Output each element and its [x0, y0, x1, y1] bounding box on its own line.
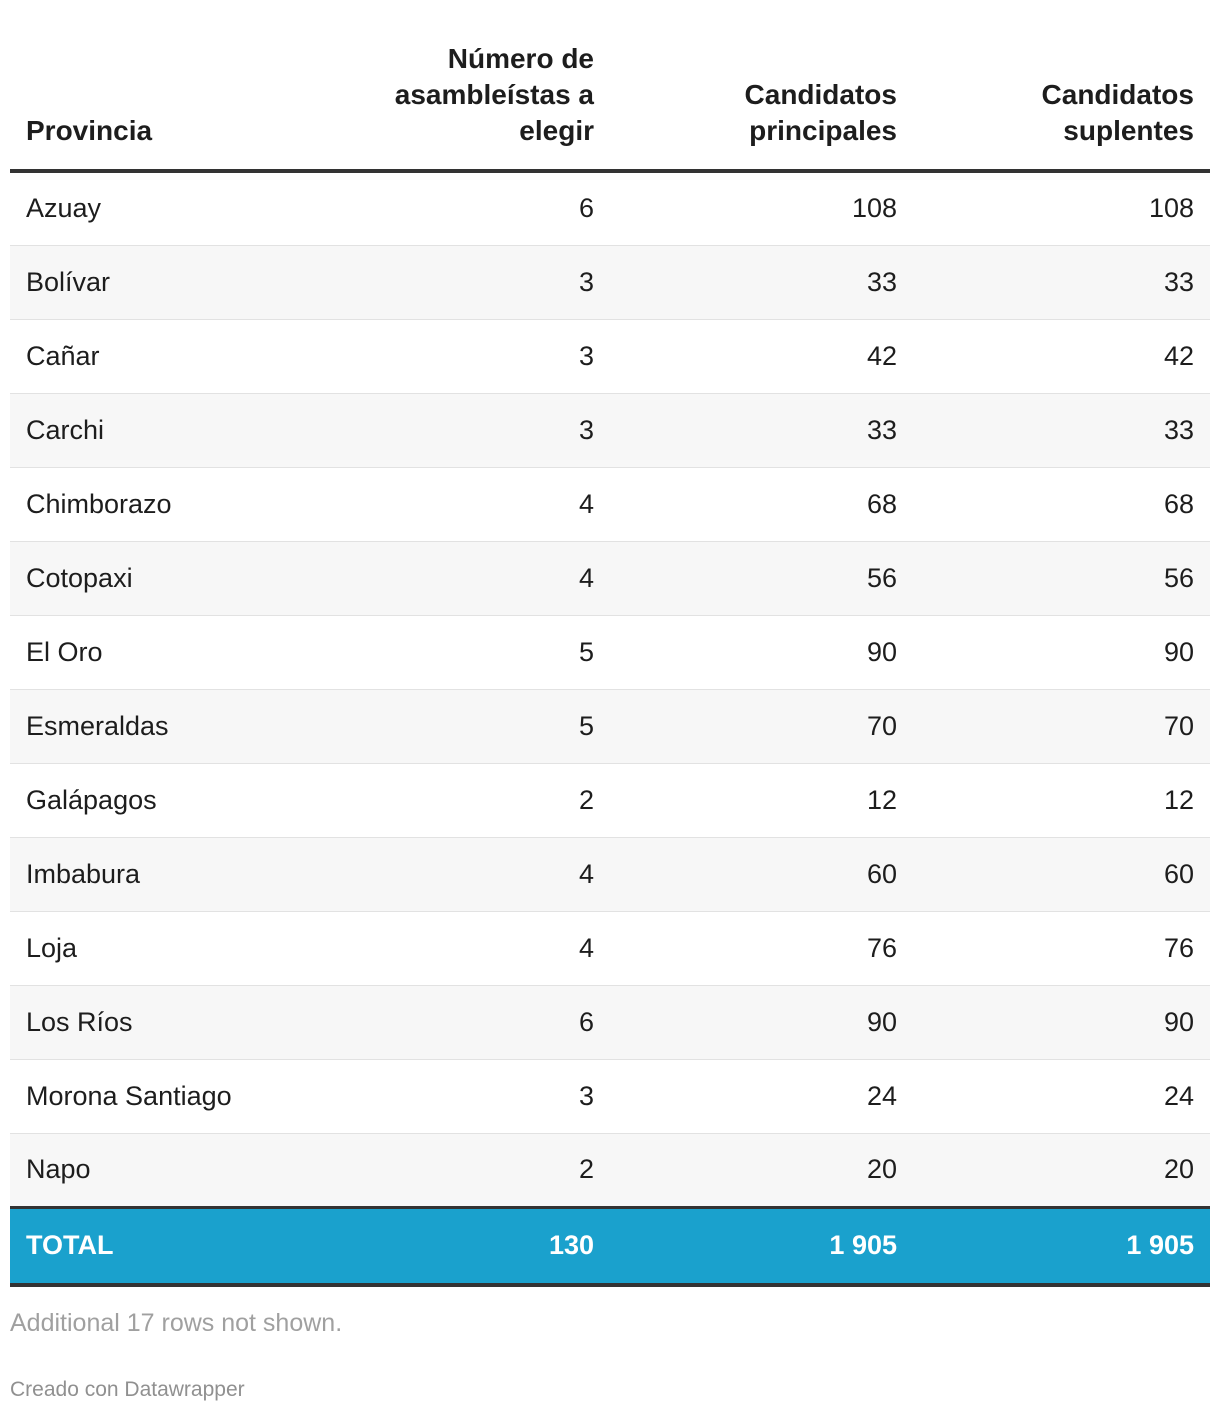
cell-principales: 68 [610, 467, 913, 541]
cell-principales: 33 [610, 245, 913, 319]
table-row [10, 985, 1210, 1059]
cell-suplentes: 24 [913, 1059, 1210, 1133]
cell-principales: 42 [610, 319, 913, 393]
cell-provincia: Carchi [10, 393, 310, 467]
cell-asambleistas: 2 [310, 763, 610, 837]
cell-asambleistas: 5 [310, 615, 610, 689]
cell-principales: 90 [610, 615, 913, 689]
cell-asambleistas: 5 [310, 689, 610, 763]
cell-provincia: Napo [10, 1133, 310, 1207]
provinces-table [10, 0, 1210, 1287]
cell-provincia: Cotopaxi [10, 541, 310, 615]
cell-suplentes: 56 [913, 541, 1210, 615]
cell-provincia: Esmeraldas [10, 689, 310, 763]
cell-suplentes: 70 [913, 689, 1210, 763]
cell-principales: 56 [610, 541, 913, 615]
cell-principales: 24 [610, 1059, 913, 1133]
cell-provincia: Cañar [10, 319, 310, 393]
rows-not-shown-note: Additional 17 rows not shown. [10, 1309, 343, 1337]
table-row [10, 911, 1210, 985]
table-row [10, 615, 1210, 689]
cell-suplentes: 90 [913, 985, 1210, 1059]
table-row [10, 1059, 1210, 1133]
total-suplentes: 1 905 [913, 1207, 1210, 1285]
cell-asambleistas: 4 [310, 541, 610, 615]
header-provincia[interactable]: Provincia [10, 0, 310, 171]
cell-principales: 76 [610, 911, 913, 985]
total-row [10, 1207, 1210, 1285]
total-asambleistas: 130 [310, 1207, 610, 1285]
cell-provincia: Los Ríos [10, 985, 310, 1059]
cell-suplentes: 20 [913, 1133, 1210, 1207]
total-principales: 1 905 [610, 1207, 913, 1285]
cell-asambleistas: 3 [310, 319, 610, 393]
table-row [10, 689, 1210, 763]
table-row [10, 837, 1210, 911]
cell-principales: 90 [610, 985, 913, 1059]
cell-principales: 60 [610, 837, 913, 911]
table-row [10, 319, 1210, 393]
table-row [10, 245, 1210, 319]
table-row [10, 1133, 1210, 1207]
cell-principales: 108 [610, 171, 913, 245]
cell-suplentes: 90 [913, 615, 1210, 689]
cell-principales: 20 [610, 1133, 913, 1207]
cell-suplentes: 76 [913, 911, 1210, 985]
table-row [10, 763, 1210, 837]
cell-provincia: Chimborazo [10, 467, 310, 541]
cell-suplentes: 68 [913, 467, 1210, 541]
cell-asambleistas: 4 [310, 911, 610, 985]
cell-principales: 12 [610, 763, 913, 837]
cell-asambleistas: 6 [310, 985, 610, 1059]
cell-provincia: Imbabura [10, 837, 310, 911]
cell-suplentes: 60 [913, 837, 1210, 911]
cell-asambleistas: 6 [310, 171, 610, 245]
table-row [10, 541, 1210, 615]
cell-asambleistas: 3 [310, 1059, 610, 1133]
cell-provincia: Azuay [10, 171, 310, 245]
table-row [10, 171, 1210, 245]
cell-asambleistas: 4 [310, 467, 610, 541]
cell-asambleistas: 3 [310, 393, 610, 467]
cell-suplentes: 33 [913, 245, 1210, 319]
cell-suplentes: 108 [913, 171, 1210, 245]
cell-provincia: El Oro [10, 615, 310, 689]
cell-asambleistas: 3 [310, 245, 610, 319]
cell-provincia: Loja [10, 911, 310, 985]
table-row [10, 467, 1210, 541]
table-body [10, 171, 1210, 1285]
datawrapper-table [10, 0, 1210, 1402]
total-label: TOTAL [10, 1207, 310, 1285]
cell-principales: 70 [610, 689, 913, 763]
cell-asambleistas: 2 [310, 1133, 610, 1207]
cell-suplentes: 42 [913, 319, 1210, 393]
cell-provincia: Galápagos [10, 763, 310, 837]
cell-provincia: Bolívar [10, 245, 310, 319]
table-row [10, 393, 1210, 467]
header-asambleistas[interactable]: Número de asambleístas a elegir [310, 0, 610, 171]
header-suplentes[interactable]: Candidatos suplentes [913, 0, 1210, 171]
cell-suplentes: 33 [913, 393, 1210, 467]
cell-suplentes: 12 [913, 763, 1210, 837]
table-header [10, 0, 1210, 171]
cell-asambleistas: 4 [310, 837, 610, 911]
cell-principales: 33 [610, 393, 913, 467]
datawrapper-credit[interactable]: Creado con Datawrapper [10, 1378, 245, 1401]
header-principales[interactable]: Candidatos principales [610, 0, 913, 171]
cell-provincia: Morona Santiago [10, 1059, 310, 1133]
